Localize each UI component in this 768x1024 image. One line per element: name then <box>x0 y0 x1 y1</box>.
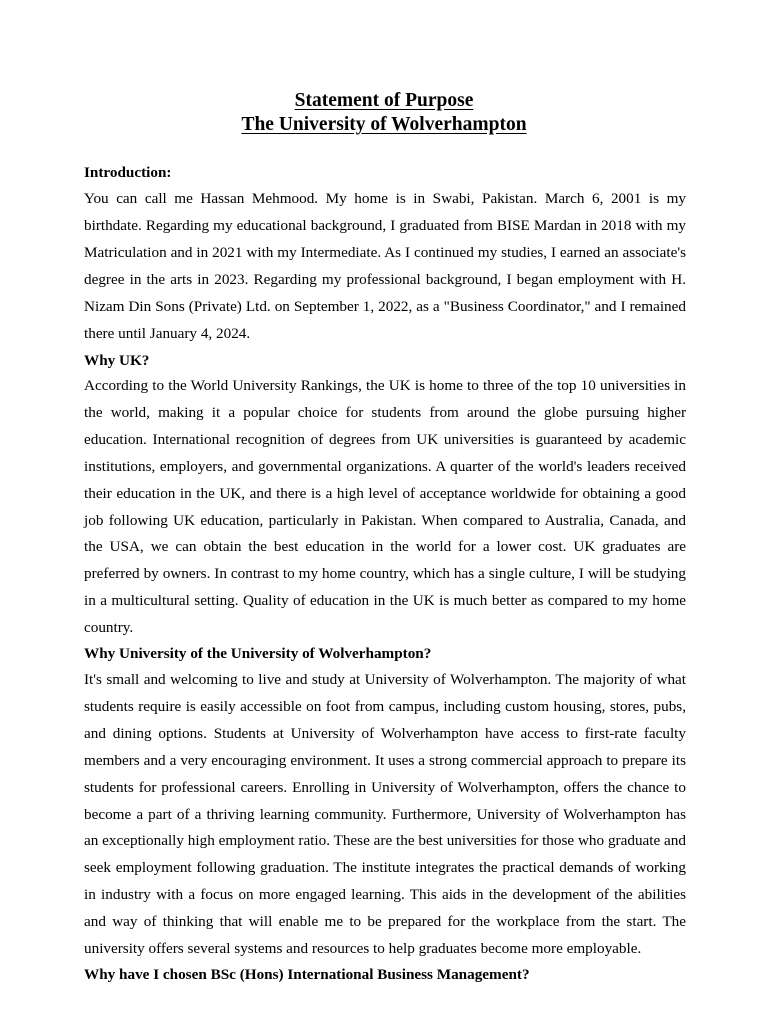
section-body-introduction: You can call me Hassan Mehmood. My home is in Swabi, Pakistan. March 6, 2001 is my birthdate. Regarding my educational background, I graduated from BISE Mardan in 2018 with my Matriculation and in 2021 with my Intermediate. As I continued my studies, I earned an associate's degree in the arts in 2023. Regarding my professional background, I began employment with H. Nizam Din Sons (Private) Ltd. on September 1, 2022, as a "Business Coordinator," and I remained there until January 4, 2024. <box>84 190 686 342</box>
section-body-why-university: It's small and welcoming to live and study at University of Wolverhampton. The majority of what students require is easily accessible on foot from campus, including custom housing, stores, pubs, and dining options. Students at University of Wolverhampton have access to first-rate faculty members and a very encouraging environment. It uses a strong commercial approach to prepare its students for professional careers. Enrolling in University of Wolverhampton, offers the chance to become a part of a thriving learning community. Furthermore, University of Wolverhampton has an exceptionally high employment ratio. These are the best universities for those who graduate and seek employment following graduation. The institute integrates the practical demands of working in industry with a focus on more engaged learning. This aids in the development of the abilities and way of thinking that will enable me to be prepared for the workplace from the start. The university offers several systems and resources to help graduates become more employable. <box>84 671 686 958</box>
section-heading-why-course: Why have I chosen BSc (Hons) International Business Management? <box>84 966 530 983</box>
section-heading-why-university: Why University of the University of Wolverhampton? <box>84 645 432 662</box>
section-heading-why-uk: Why UK? <box>84 352 150 369</box>
document-subtitle: The University of Wolverhampton <box>241 114 527 135</box>
document-title: Statement of Purpose <box>294 90 474 111</box>
section-body-why-uk: According to the World University Rankings, the UK is home to three of the top 10 universities in the world, making it a popular choice for students from around the globe pursuing higher education. International recognition of degrees from UK universities is guaranteed by academic institutions, employers, and governmental organizations. A quarter of the world's leaders received their education in the UK, and there is a high level of acceptance worldwide for obtaining a good job following UK education, particularly in Pakistan. When compared to Australia, Canada, and the USA, we can obtain the best education in the world for a lower cost. UK graduates are preferred by owners. In contrast to my home country, which has a single culture, I will be studying in a multicultural setting. Quality of education in the UK is much better as compared to my home country. <box>84 377 686 637</box>
section-heading-introduction: Introduction: <box>84 164 172 181</box>
